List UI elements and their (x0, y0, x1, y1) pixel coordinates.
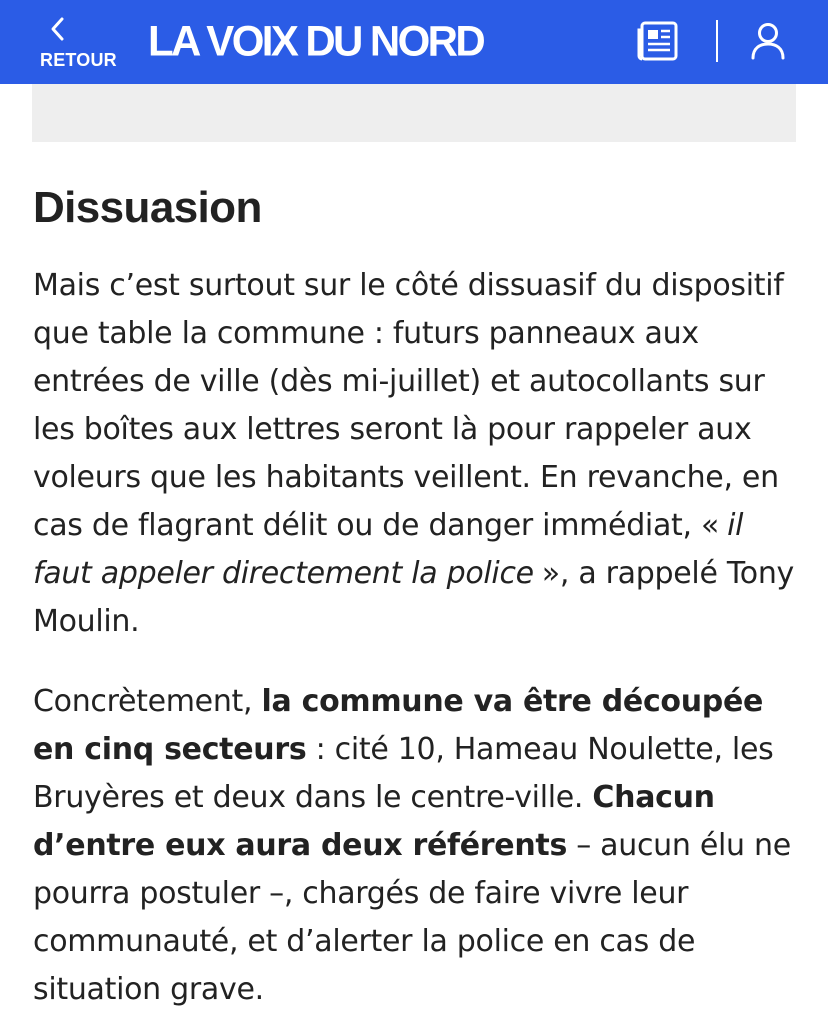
chevron-left-icon (48, 16, 68, 42)
back-button[interactable] (38, 10, 120, 74)
quote-open-mark: « (701, 508, 720, 543)
top-navigation-bar (0, 0, 828, 84)
brand-logo[interactable]: LA VOIX DU NORD (148, 16, 484, 65)
police-quote: il faut appeler directement la police (33, 508, 744, 591)
bold-secteurs: la commune va être découpée en cinq secteurs (33, 684, 764, 767)
back-label: RETOUR (40, 50, 117, 70)
paragraph-secteurs (33, 678, 803, 1014)
user-icon (748, 20, 788, 62)
paragraph-tail: – aucun élu ne pourra postuler –, chargés de faire vivre leur communauté, et d’alerter la police en cas de situation grave. (33, 828, 791, 1007)
quote-close-mark: » (541, 556, 560, 591)
paragraph-text: Mais c’est surtout sur le côté dissuasif du dispositif que table la commune : futurs panneaux aux entrées de ville (dès mi-juillet) et autocollants sur les boîtes aux lettres seront là pour rappeler aux voleurs que les habitants veillent. En revanche, en cas de flagrant délit ou de danger immédiat, (33, 268, 784, 543)
paragraph-lead: Concrètement, (33, 684, 253, 719)
bold-referents: Chacun d’entre eux aura deux référents (33, 780, 715, 863)
account-button[interactable] (748, 20, 788, 62)
paragraph-mid: : cité 10, Hameau Noulette, les Bruyères et deux dans le centre-ville. (33, 732, 774, 815)
paragraph-dissuasion (33, 262, 803, 646)
section-title: Dissuasion (33, 183, 262, 232)
paragraph-text-end: , a rappelé Tony Moulin. (33, 556, 794, 639)
newspaper-icon (636, 20, 680, 62)
newspaper-button[interactable] (636, 20, 680, 62)
header-divider (716, 20, 718, 62)
article-body (33, 180, 803, 1014)
ad-placeholder (32, 84, 796, 142)
